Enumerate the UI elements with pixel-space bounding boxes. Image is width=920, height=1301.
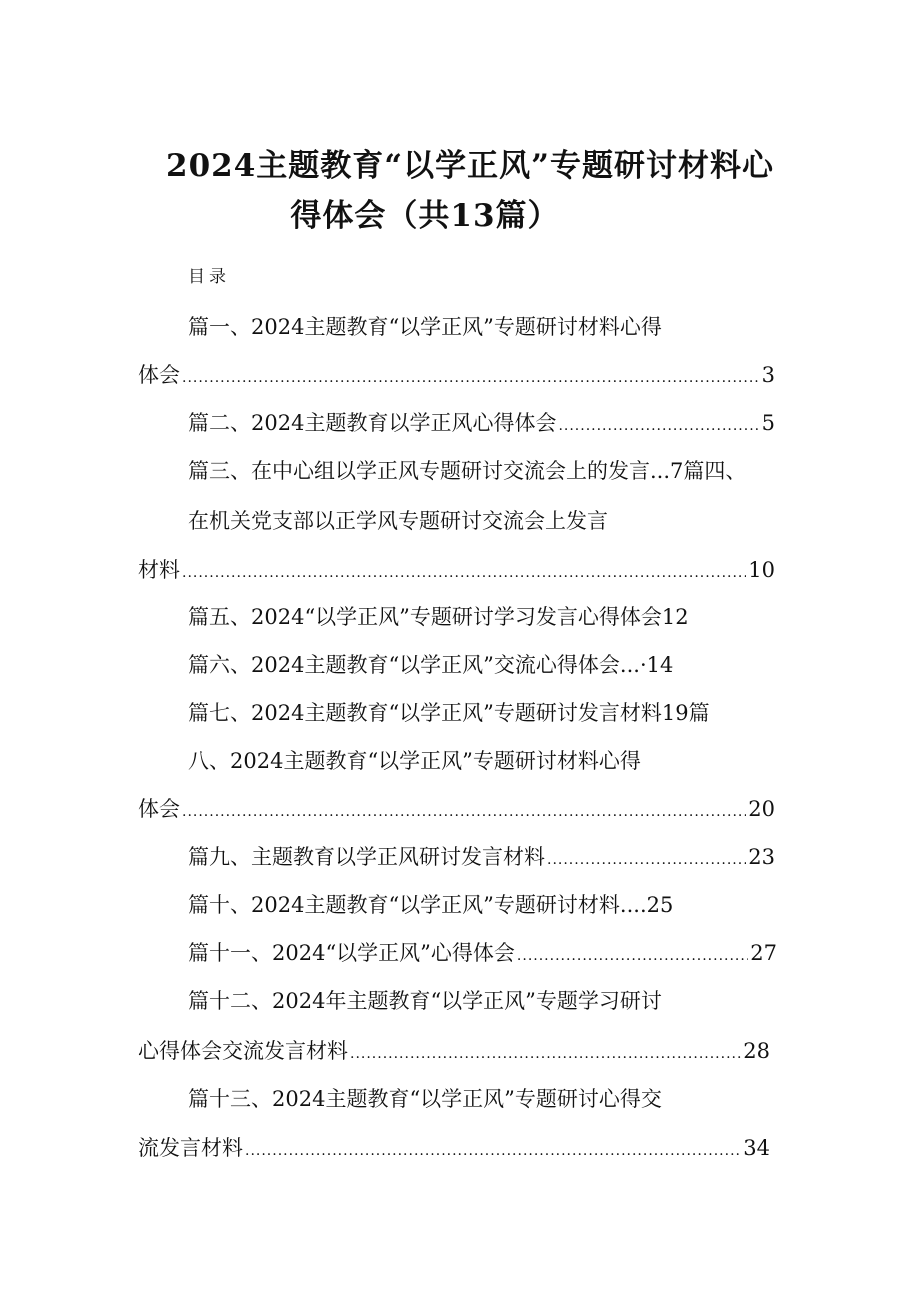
toc-entry-9 [188,842,775,875]
toc-entry-text: 篇十、2024主题教育“以学正风”专题研讨材料....25 [188,893,674,917]
toc-entry-text: 材料 [138,558,180,582]
toc-entry-2 [188,408,775,441]
toc-entry-1-line1 [188,312,662,342]
toc-entry-text: 篇七、2024主题教育“以学正风”专题研讨发言材料19篇 [188,701,710,725]
toc-entry-text: 篇九、主题教育以学正风研讨发言材料 [188,845,545,869]
toc-entry-10 [188,890,673,920]
toc-entry-1-line2 [138,360,775,393]
toc-page-number: 27 [750,941,777,965]
toc-page-number: 20 [748,797,775,821]
toc-entry-text: 篇六、2024主题教育“以学正风”交流心得体会...·14 [188,653,674,677]
toc-entry-text: 篇一、2024主题教育“以学正风”专题研讨材料心得 [188,315,662,339]
toc-entry-text: 篇十一、2024“以学正风”心得体会 [188,941,515,965]
toc-entry-13-line2 [138,1133,770,1166]
toc-entry-text: 八、2024主题教育“以学正风”专题研讨材料心得 [188,749,641,773]
toc-page-number: 28 [743,1039,770,1063]
toc-page-number: 10 [748,558,775,582]
toc-entry-text: 体会 [138,797,180,821]
toc-entry-text: 篇十二、2024年主题教育“以学正风”专题学习研讨 [188,989,662,1013]
toc-entry-text: 篇五、2024“以学正风”专题研讨学习发言心得体会12 [188,605,689,629]
toc-page-number: 3 [761,363,775,387]
toc-entry-text: 篇十三、2024主题教育“以学正风”专题研讨心得交 [188,1087,662,1111]
toc-entry-text: 篇三、在中心组以学正风专题研讨交流会上的发言...7篇四、 [188,459,747,483]
toc-entry-3 [188,456,746,486]
toc-leader-dots [182,797,746,827]
toc-leader-dots [182,558,746,588]
toc-entry-12-line2 [138,1036,770,1069]
document-title-line-1: 2024主题教育“以学正风”专题研讨材料心 [166,148,774,184]
toc-entry-11 [188,938,777,971]
toc-entry-4-line2 [138,555,775,588]
toc-entry-8-line1 [188,746,641,776]
toc-entry-text: 篇二、2024主题教育以学正风心得体会 [188,411,557,435]
toc-entry-text: 在机关党支部以正学风专题研讨交流会上发言 [188,509,608,533]
toc-leader-dots [350,1039,741,1069]
toc-leader-dots [182,363,760,393]
toc-page-number: 23 [748,845,775,869]
toc-entry-text: 流发言材料 [138,1136,243,1160]
toc-entry-text: 心得体会交流发言材料 [138,1039,348,1063]
toc-entry-7 [188,698,710,728]
toc-page-number: 5 [761,411,775,435]
toc-leader-dots [558,411,759,441]
toc-entry-6 [188,650,673,680]
toc-entry-8-line2 [138,794,775,827]
toc-entry-13-line1 [188,1084,662,1114]
toc-label: 目录 [188,267,230,287]
toc-entry-text: 体会 [138,363,180,387]
toc-entry-5 [188,602,689,632]
toc-leader-dots [547,845,746,875]
document-title-line-2: 得体会（共13篇） [290,198,560,234]
toc-entry-12-line1 [188,986,662,1016]
toc-entry-4-line1 [188,506,608,536]
toc-leader-dots [517,941,748,971]
toc-leader-dots [245,1136,741,1166]
toc-page-number: 34 [743,1136,770,1160]
